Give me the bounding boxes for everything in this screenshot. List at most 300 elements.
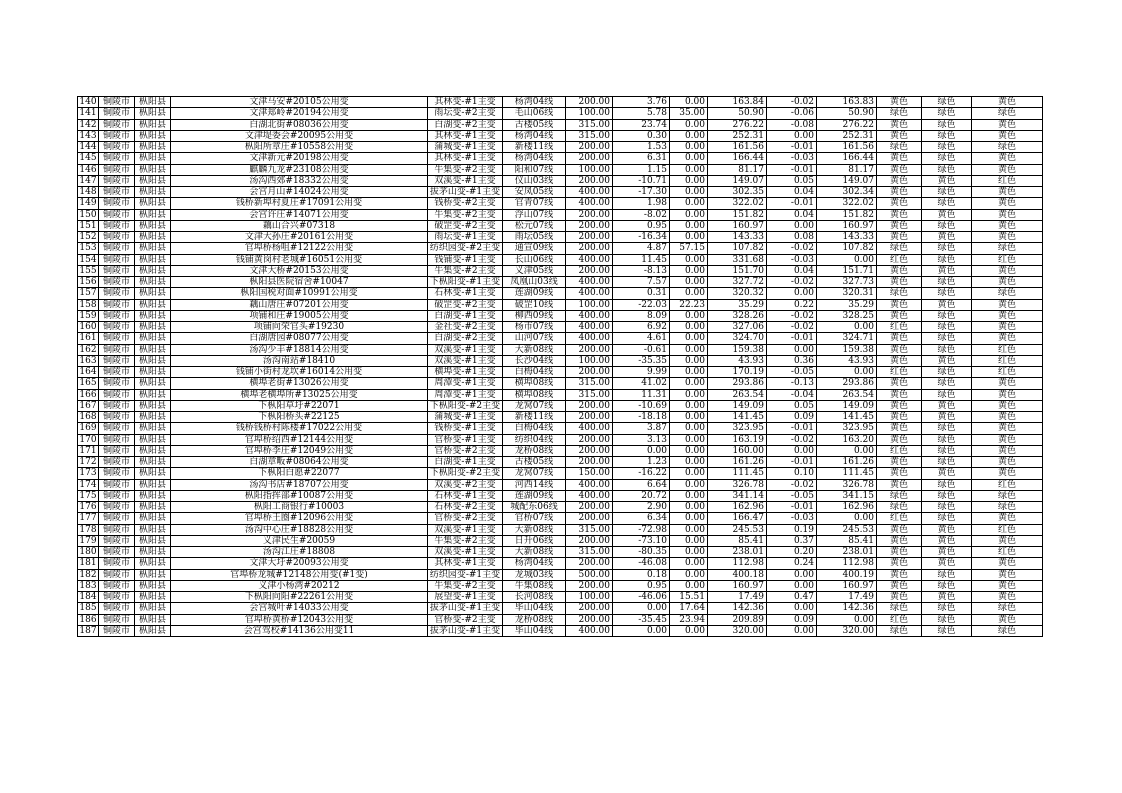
value-c-cell: 159.38 [708,344,767,355]
row-number: 150 [79,209,97,220]
table-row [78,592,1043,603]
status-2-cell: 绿色 [922,322,972,333]
table-row [78,344,1043,355]
line-cell: 长沙04线 [503,355,566,366]
table-row [78,490,1043,501]
row-number: 175 [79,490,97,501]
line-cell: 安凤05线 [503,187,566,198]
table-row [78,524,1043,535]
capacity-cell: 200.00 [566,457,613,468]
city-cell: 铜陵市 [99,299,135,310]
line-cell: 横埠08线 [503,378,566,389]
value-d-cell: -0.05 [767,490,817,501]
transformer-name-cell: 汤沟书店#18707公用变 [171,479,428,490]
line-cell: 山河07线 [503,333,566,344]
transformer-name-cell: 钱桥新埠村夏庄#17091公用变 [171,198,428,209]
value-c-cell: 209.89 [708,614,767,625]
status-2-cell: 黄色 [922,547,972,558]
main-transformer-cell: 纺织园变-#2主变 [428,243,503,254]
value-a-cell: -16.22 [613,468,670,479]
value-c-cell: 170.19 [708,367,767,378]
row-number: 159 [79,310,97,321]
status-2-cell: 绿色 [922,288,972,299]
county-cell: 枞阳县 [135,569,171,580]
transformer-name-cell: 白湖唐园#08077公用变 [171,333,428,344]
table-row [78,254,1043,265]
county-cell: 枞阳县 [135,412,171,423]
value-a-cell: 4.61 [613,333,670,344]
status-3-cell: 黄色 [972,434,1043,445]
value-d-cell: 0.47 [767,592,817,603]
row-number: 185 [79,603,97,614]
main-transformer-cell: 雨坛变-#1主变 [428,232,503,243]
line-cell: 日升06线 [503,535,566,546]
value-b-cell: 0.00 [670,232,708,243]
value-c-cell: 322.02 [708,198,767,209]
capacity-cell: 315.00 [566,130,613,141]
status-2-cell: 绿色 [922,389,972,400]
transformer-name-cell: 文津新元#20198公用变 [171,153,428,164]
transformer-name-cell: 文津马安#20105公用变 [171,97,428,108]
value-d-cell: -0.01 [767,142,817,153]
transformer-name-cell: 藕山合兴#07318 [171,220,428,231]
main-transformer-cell: 官桥变-#2主变 [428,614,503,625]
city-cell: 铜陵市 [99,187,135,198]
table-row [78,310,1043,321]
row-number: 173 [79,468,97,479]
value-e-cell: 151.71 [817,265,877,276]
status-3-cell: 黄色 [972,558,1043,569]
status-3-cell: 黄色 [972,569,1043,580]
value-a-cell: 1.15 [613,164,670,175]
status-2-cell: 绿色 [922,502,972,513]
city-cell: 铜陵市 [99,547,135,558]
table-row [78,389,1043,400]
city-cell: 铜陵市 [99,355,135,366]
county-cell: 枞阳县 [135,603,171,614]
city-cell: 铜陵市 [99,367,135,378]
main-transformer-cell: 下枞阳变-#1主变 [428,277,503,288]
status-1-cell: 红色 [877,513,922,524]
row-number: 168 [79,412,97,423]
value-a-cell: 0.30 [613,130,670,141]
value-d-cell: 0.00 [767,569,817,580]
county-cell: 枞阳县 [135,445,171,456]
city-cell: 铜陵市 [99,220,135,231]
value-d-cell: -0.01 [767,164,817,175]
value-e-cell: 238.01 [817,547,877,558]
status-2-cell: 黄色 [922,535,972,546]
table-row [78,220,1043,231]
value-a-cell: 1.98 [613,198,670,209]
city-cell: 铜陵市 [99,614,135,625]
capacity-cell: 400.00 [566,479,613,490]
status-1-cell: 绿色 [877,142,922,153]
main-transformer-cell: 双溪变-#1主变 [428,355,503,366]
row-number: 156 [79,277,97,288]
status-3-cell: 绿色 [972,490,1043,501]
main-transformer-cell: 官桥变-#1主变 [428,434,503,445]
row-number: 169 [79,423,97,434]
row-number: 178 [79,524,97,535]
status-1-cell: 黄色 [877,164,922,175]
line-cell: 龙桥08线 [503,614,566,625]
city-cell: 铜陵市 [99,423,135,434]
value-a-cell: 20.72 [613,490,670,501]
value-c-cell: 160.97 [708,220,767,231]
capacity-cell: 200.00 [566,535,613,546]
capacity-cell: 100.00 [566,592,613,603]
value-a-cell: 4.87 [613,243,670,254]
value-e-cell: 142.36 [817,603,877,614]
table-row [78,108,1043,119]
value-d-cell: -0.13 [767,378,817,389]
table-row [78,558,1043,569]
line-cell: 雨坛05线 [503,232,566,243]
value-a-cell: -17.30 [613,187,670,198]
line-cell: 杨湾04线 [503,558,566,569]
city-cell: 铜陵市 [99,243,135,254]
capacity-cell: 315.00 [566,524,613,535]
value-b-cell: 0.00 [670,445,708,456]
value-b-cell: 0.00 [670,468,708,479]
status-3-cell: 绿色 [972,243,1043,254]
line-cell: 官桥07线 [503,513,566,524]
value-e-cell: 85.41 [817,535,877,546]
value-b-cell: 0.00 [670,378,708,389]
status-3-cell: 黄色 [972,592,1043,603]
value-e-cell: 163.20 [817,434,877,445]
line-cell: 莲湖09线 [503,288,566,299]
status-3-cell: 绿色 [972,502,1043,513]
value-c-cell: 324.70 [708,333,767,344]
main-transformer-cell: 其林变-#1主变 [428,130,503,141]
capacity-cell: 400.00 [566,333,613,344]
status-1-cell: 绿色 [877,243,922,254]
main-transformer-cell: 拔茅山变-#1主变 [428,603,503,614]
city-cell: 铜陵市 [99,333,135,344]
status-1-cell: 绿色 [877,288,922,299]
table-row [78,97,1043,108]
status-3-cell: 黄色 [972,97,1043,108]
main-transformer-cell: 纺织园变-#1主变 [428,569,503,580]
main-transformer-cell: 蒲城变-#1主变 [428,142,503,153]
table-row [78,333,1043,344]
status-2-cell: 黄色 [922,175,972,186]
status-3-cell: 绿色 [972,603,1043,614]
value-e-cell: 111.45 [817,468,877,479]
value-e-cell: 161.56 [817,142,877,153]
capacity-cell: 200.00 [566,142,613,153]
row-number: 176 [79,502,97,513]
main-transformer-cell: 牛集变-#2主变 [428,580,503,591]
line-cell: 城配东06线 [503,502,566,513]
line-cell: 龙桥08线 [503,445,566,456]
value-b-cell: 0.00 [670,389,708,400]
status-3-cell: 黄色 [972,164,1043,175]
row-number: 172 [79,457,97,468]
transformer-name-cell: 汤沟江庄#18808 [171,547,428,558]
status-1-cell: 黄色 [877,175,922,186]
status-1-cell: 黄色 [877,535,922,546]
value-a-cell: -18.18 [613,412,670,423]
value-e-cell: 252.31 [817,130,877,141]
table-row [78,130,1043,141]
value-a-cell: -16.34 [613,232,670,243]
value-d-cell: -0.03 [767,513,817,524]
line-cell: 龙窝07线 [503,400,566,411]
value-b-cell: 0.00 [670,142,708,153]
status-1-cell: 黄色 [877,412,922,423]
transformer-name-cell: 钱桥钱桥村陈楼#17022公用变 [171,423,428,434]
capacity-cell: 200.00 [566,153,613,164]
row-number: 177 [79,513,97,524]
transformer-name-cell: 官埠桥杨咀#12122公用变 [171,243,428,254]
value-e-cell: 43.93 [817,355,877,366]
value-a-cell: -35.35 [613,355,670,366]
capacity-cell: 100.00 [566,108,613,119]
value-c-cell: 163.84 [708,97,767,108]
city-cell: 铜陵市 [99,265,135,276]
main-transformer-cell: 破罡变-#2主变 [428,299,503,310]
table-row [78,367,1043,378]
value-e-cell: 166.44 [817,153,877,164]
value-b-cell: 57.15 [670,243,708,254]
main-transformer-cell: 白湖变-#2主变 [428,119,503,130]
main-transformer-cell: 蒲城变-#1主变 [428,412,503,423]
value-b-cell: 0.00 [670,322,708,333]
capacity-cell: 200.00 [566,400,613,411]
value-d-cell: -0.01 [767,423,817,434]
capacity-cell: 200.00 [566,367,613,378]
line-cell: 龙窝07线 [503,468,566,479]
value-c-cell: 331.68 [708,254,767,265]
city-cell: 铜陵市 [99,198,135,209]
row-number: 143 [79,130,97,141]
city-cell: 铜陵市 [99,434,135,445]
capacity-cell: 400.00 [566,490,613,501]
transformer-name-cell: 汤沟南站#18410 [171,355,428,366]
transformer-name-cell: 官埠桥绍西#12144公用变 [171,434,428,445]
city-cell: 铜陵市 [99,580,135,591]
value-c-cell: 293.86 [708,378,767,389]
transformer-name-cell: 枞阳指挥部#10087公用变 [171,490,428,501]
table-row [78,502,1043,513]
status-2-cell: 绿色 [922,97,972,108]
transformer-name-cell: 项铺向荣官头#19230 [171,322,428,333]
city-cell: 铜陵市 [99,569,135,580]
status-2-cell: 绿色 [922,164,972,175]
value-b-cell: 0.00 [670,333,708,344]
value-e-cell: 50.90 [817,108,877,119]
city-cell: 铜陵市 [99,378,135,389]
county-cell: 枞阳县 [135,457,171,468]
transformer-name-cell: 下枞阳桥头#22125 [171,412,428,423]
value-d-cell: -0.02 [767,277,817,288]
value-e-cell: 326.78 [817,479,877,490]
value-b-cell: 0.00 [670,97,708,108]
capacity-cell: 400.00 [566,198,613,209]
capacity-cell: 315.00 [566,389,613,400]
capacity-cell: 100.00 [566,355,613,366]
transformer-name-cell: 义津民生#20059 [171,535,428,546]
table-row [78,187,1043,198]
main-transformer-cell: 双溪变-#1主变 [428,175,503,186]
capacity-cell: 200.00 [566,580,613,591]
value-c-cell: 263.54 [708,389,767,400]
data-table [77,96,1043,637]
value-a-cell: 0.18 [613,569,670,580]
value-e-cell: 35.29 [817,299,877,310]
county-cell: 枞阳县 [135,310,171,321]
transformer-name-cell: 麒麟九龙#23108公用变 [171,164,428,175]
transformer-name-cell: 文津郑岭#20194公用变 [171,108,428,119]
value-a-cell: -10.69 [613,400,670,411]
value-d-cell: 0.04 [767,187,817,198]
main-transformer-cell: 牛集变-#2主变 [428,164,503,175]
main-transformer-cell: 其林变-#1主变 [428,97,503,108]
table-row [78,299,1043,310]
value-c-cell: 320.00 [708,625,767,636]
line-cell: 柳西09线 [503,310,566,321]
value-e-cell: 320.00 [817,625,877,636]
value-c-cell: 326.78 [708,479,767,490]
county-cell: 枞阳县 [135,580,171,591]
row-number: 147 [79,175,97,186]
value-c-cell: 85.41 [708,535,767,546]
status-3-cell: 绿色 [972,625,1043,636]
county-cell: 枞阳县 [135,524,171,535]
status-2-cell: 绿色 [922,580,972,591]
transformer-name-cell: 会宫月山#14024公用变 [171,187,428,198]
value-d-cell: -0.04 [767,389,817,400]
value-b-cell: 0.00 [670,310,708,321]
value-b-cell: 23.94 [670,614,708,625]
table-row [78,625,1043,636]
line-cell: 白梅04线 [503,367,566,378]
line-cell: 松元07线 [503,220,566,231]
county-cell: 枞阳县 [135,535,171,546]
city-cell: 铜陵市 [99,344,135,355]
line-cell: 破罡10线 [503,299,566,310]
transformer-name-cell: 官埠桥黄桥#12043公用变 [171,614,428,625]
status-2-cell: 绿色 [922,277,972,288]
value-c-cell: 160.97 [708,580,767,591]
value-d-cell: 0.37 [767,535,817,546]
status-3-cell: 黄色 [972,468,1043,479]
value-a-cell: 5.78 [613,108,670,119]
county-cell: 枞阳县 [135,243,171,254]
table-row [78,277,1043,288]
status-3-cell: 绿色 [972,142,1043,153]
status-1-cell: 黄色 [877,389,922,400]
value-c-cell: 35.29 [708,299,767,310]
table-row [78,265,1043,276]
status-2-cell: 黄色 [922,558,972,569]
transformer-name-cell: 钱铺小街村龙坎#16014公用变 [171,367,428,378]
transformer-name-cell: 藕山唐庄#07201公用变 [171,299,428,310]
status-3-cell: 红色 [972,175,1043,186]
transformer-name-cell: 官埠桥龙城#12148公用变(#1变) [171,569,428,580]
transformer-name-cell: 会宫许庄#14071公用变 [171,209,428,220]
value-b-cell: 0.00 [670,412,708,423]
status-3-cell: 黄色 [972,400,1043,411]
status-1-cell: 黄色 [877,355,922,366]
county-cell: 枞阳县 [135,220,171,231]
value-b-cell: 0.00 [670,535,708,546]
status-1-cell: 黄色 [877,558,922,569]
value-a-cell: 2.90 [613,502,670,513]
value-b-cell: 0.00 [670,198,708,209]
table-row [78,355,1043,366]
value-a-cell: -0.61 [613,344,670,355]
main-transformer-cell: 周潭变-#1主变 [428,389,503,400]
value-c-cell: 141.45 [708,412,767,423]
county-cell: 枞阳县 [135,502,171,513]
transformer-name-cell: 官埠桥王圈#12096公用变 [171,513,428,524]
table-row [78,434,1043,445]
main-transformer-cell: 牛集变-#2主变 [428,265,503,276]
value-c-cell: 323.95 [708,423,767,434]
value-c-cell: 111.45 [708,468,767,479]
county-cell: 枞阳县 [135,592,171,603]
status-1-cell: 黄色 [877,434,922,445]
city-cell: 铜陵市 [99,524,135,535]
value-c-cell: 43.93 [708,355,767,366]
table-row [78,232,1043,243]
main-transformer-cell: 下枞阳变-#2主变 [428,400,503,411]
value-e-cell: 81.17 [817,164,877,175]
county-cell: 枞阳县 [135,142,171,153]
status-2-cell: 绿色 [922,614,972,625]
value-a-cell: 6.64 [613,479,670,490]
table-row [78,198,1043,209]
transformer-name-cell: 枞阳县医院宿舍#10047 [171,277,428,288]
status-3-cell: 黄色 [972,220,1043,231]
value-a-cell: 9.99 [613,367,670,378]
value-d-cell: -0.03 [767,153,817,164]
line-cell: 纺织04线 [503,434,566,445]
value-c-cell: 112.98 [708,558,767,569]
row-number: 142 [79,119,97,130]
status-2-cell: 绿色 [922,625,972,636]
transformer-name-cell: 枞阳工商银行#10003 [171,502,428,513]
status-1-cell: 黄色 [877,378,922,389]
status-2-cell: 绿色 [922,142,972,153]
value-e-cell: 143.33 [817,232,877,243]
value-c-cell: 149.07 [708,175,767,186]
value-a-cell: 7.57 [613,277,670,288]
status-2-cell: 黄色 [922,209,972,220]
main-transformer-cell: 其林变-#1主变 [428,153,503,164]
value-a-cell: 6.34 [613,513,670,524]
status-3-cell: 黄色 [972,580,1043,591]
line-cell: 大新08线 [503,547,566,558]
status-3-cell: 绿色 [972,108,1043,119]
city-cell: 铜陵市 [99,130,135,141]
row-number: 140 [79,97,97,108]
value-c-cell: 151.82 [708,209,767,220]
main-transformer-cell: 官桥变-#2主变 [428,513,503,524]
value-b-cell: 0.00 [670,187,708,198]
city-cell: 铜陵市 [99,490,135,501]
value-a-cell: 6.92 [613,322,670,333]
row-number: 148 [79,187,97,198]
row-number: 151 [79,220,97,231]
value-c-cell: 161.56 [708,142,767,153]
line-cell: 古楼05线 [503,457,566,468]
table-row [78,164,1043,175]
